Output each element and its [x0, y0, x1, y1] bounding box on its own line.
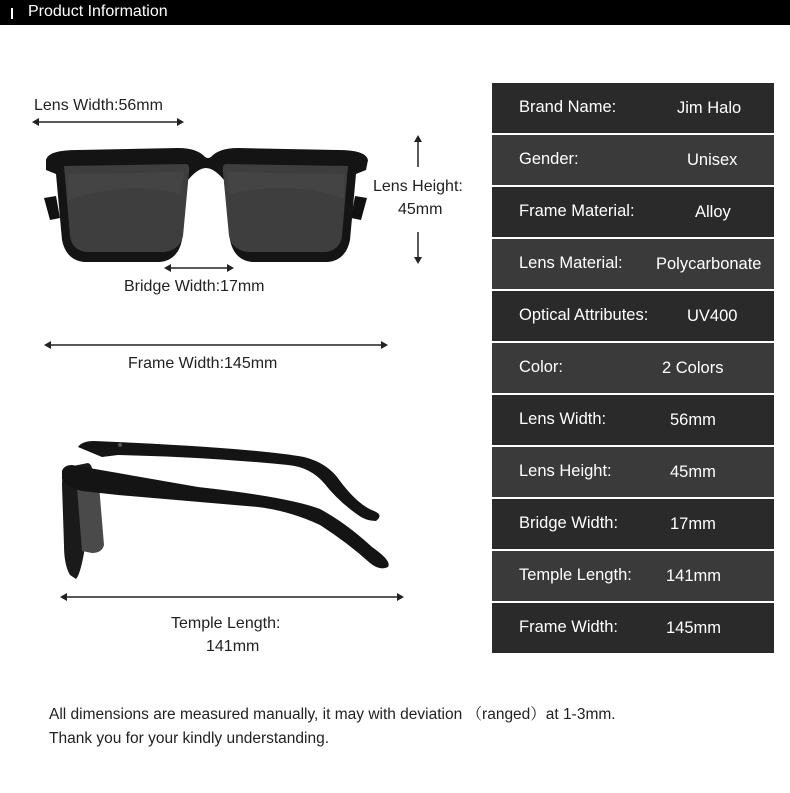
spec-value: Polycarbonate: [656, 255, 762, 273]
lens-width-label: Lens Width:56mm: [34, 97, 163, 114]
spec-label: Temple Length:: [519, 566, 632, 584]
spec-row-brand: [492, 83, 774, 133]
temple-length-label-line2: 141mm: [206, 638, 260, 655]
header-marker: [11, 8, 13, 19]
spec-label: Color:: [519, 358, 564, 376]
spec-value: Unisex: [687, 151, 738, 169]
spec-row-lens-height: [492, 447, 774, 497]
spec-row-frame-material: [492, 187, 774, 237]
frame-width-arrow: [44, 339, 388, 351]
sunglasses-side-image: [58, 435, 403, 585]
spec-row-lens-material: [492, 239, 774, 289]
note-thanks: Thank you for your kindly understanding.: [49, 730, 330, 747]
spec-value: 45mm: [670, 463, 716, 481]
header-title: Product Information: [28, 3, 168, 20]
lens-width-arrow: [32, 116, 184, 128]
lens-height-label-line2: 45mm: [398, 201, 443, 218]
spec-value: 2 Colors: [662, 359, 724, 377]
spec-label: Lens Height:: [519, 462, 612, 480]
spec-row-frame-width: [492, 603, 774, 653]
spec-label: Optical Attributes:: [519, 306, 649, 324]
bridge-width-label: Bridge Width:17mm: [124, 278, 265, 295]
header-bar: [0, 0, 790, 25]
temple-length-label-line1: Temple Length:: [171, 615, 281, 632]
spec-value: UV400: [687, 307, 738, 325]
frame-width-label: Frame Width:145mm: [128, 355, 278, 372]
bridge-width-arrow: [164, 262, 234, 274]
spec-label: Frame Width:: [519, 618, 619, 636]
temple-length-arrow: [60, 591, 404, 603]
lens-height-arrow-down: [412, 232, 424, 264]
spec-value: Alloy: [695, 203, 731, 221]
spec-label: Lens Width:: [519, 410, 607, 428]
spec-row-color: [492, 343, 774, 393]
sunglasses-front-image: [38, 140, 373, 270]
spec-label: Gender:: [519, 150, 579, 168]
spec-value: 56mm: [670, 411, 716, 429]
spec-row-temple-length: [492, 551, 774, 601]
spec-value: Jim Halo: [677, 99, 742, 117]
spec-value: 141mm: [666, 567, 722, 585]
spec-label: Bridge Width:: [519, 514, 619, 532]
spec-label: Lens Material:: [519, 254, 623, 272]
spec-label: Brand Name:: [519, 98, 617, 116]
lens-height-label-line1: Lens Height:: [373, 178, 463, 195]
spec-table: [492, 83, 774, 655]
note-deviation: All dimensions are measured manually, it may with deviation （ranged）at 1-3mm.: [49, 706, 616, 723]
spec-label: Frame Material:: [519, 202, 635, 220]
spec-row-optical: [492, 291, 774, 341]
spec-value: 145mm: [666, 619, 722, 637]
spec-value: 17mm: [670, 515, 716, 533]
spec-row-gender: [492, 135, 774, 185]
lens-height-arrow-up: [412, 135, 424, 167]
spec-row-bridge-width: [492, 499, 774, 549]
spec-row-lens-width: [492, 395, 774, 445]
